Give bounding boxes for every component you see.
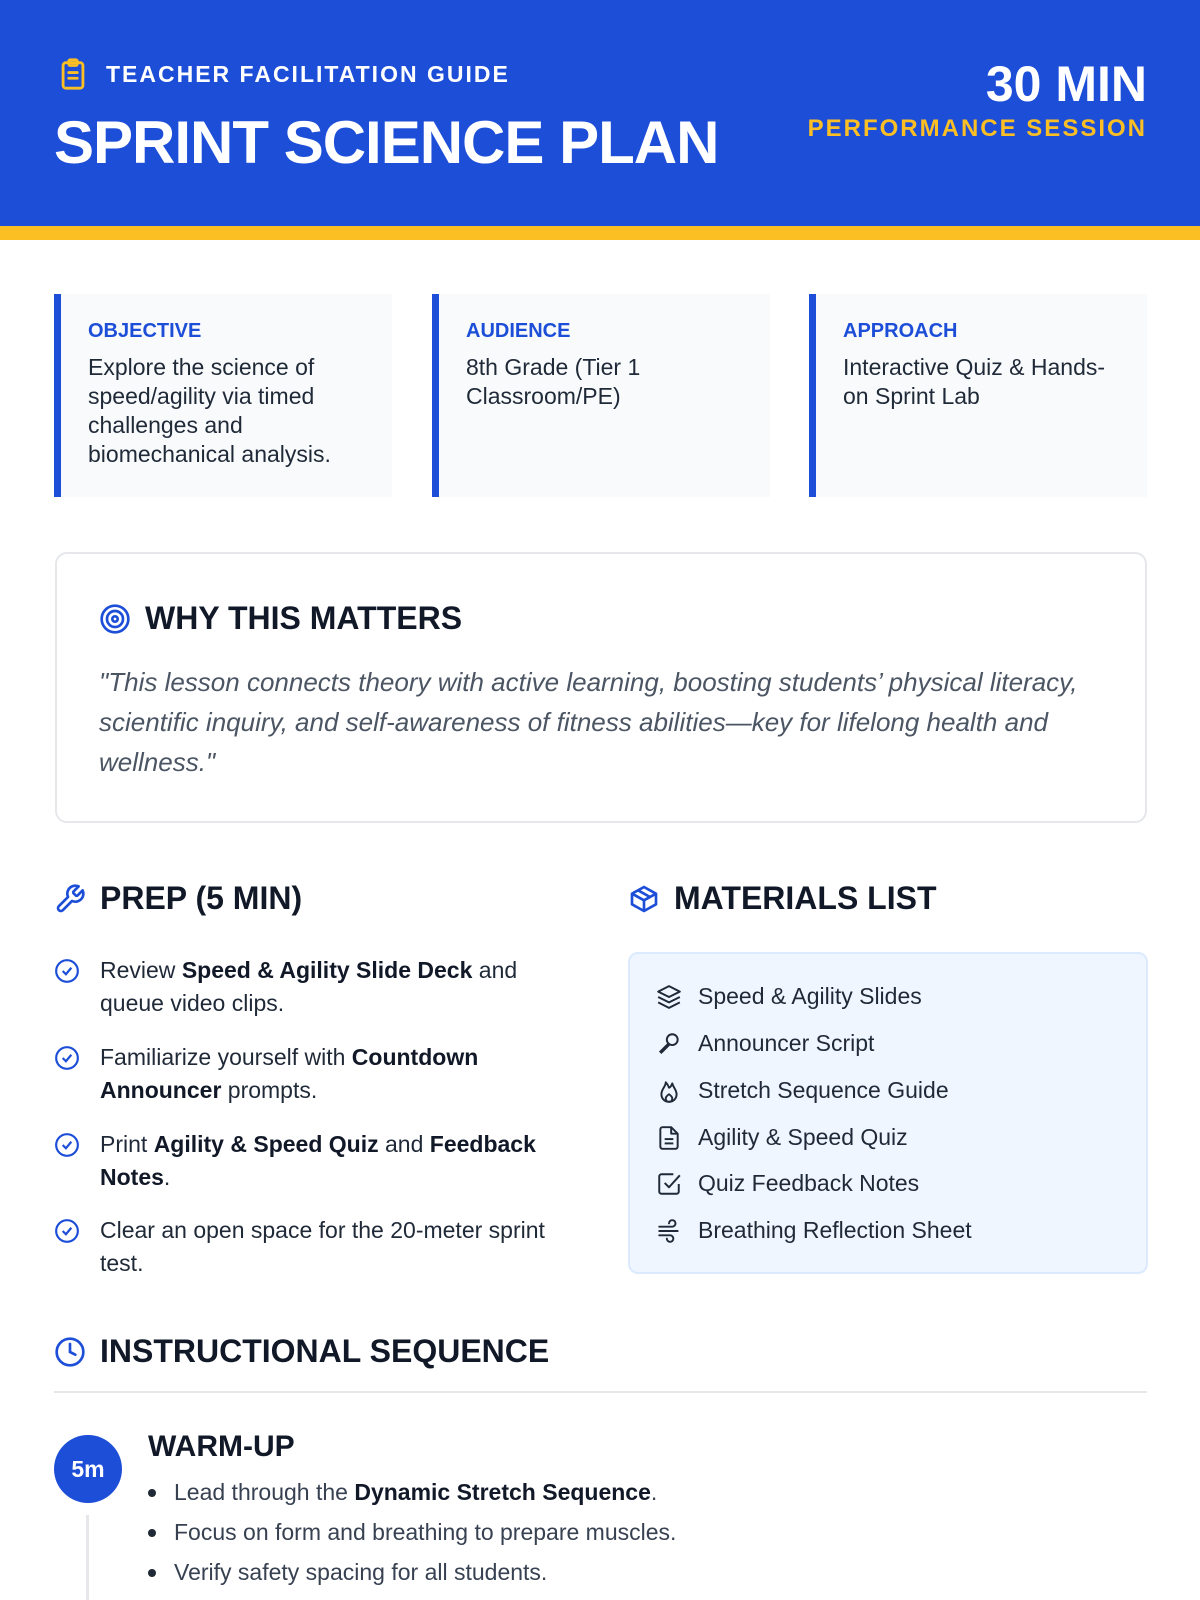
- check-circle-icon: [54, 1132, 80, 1158]
- material-label: Stretch Sequence Guide: [698, 1077, 949, 1103]
- why-quote: "This lesson connects theory with active learning, boosting students’ physical literacy, scientific inquiry, and self-awareness of fitness abilities—key for lifelong health and wellness.": [99, 667, 1078, 777]
- check-circle-icon: [54, 1045, 80, 1071]
- prep-item-text: Print Agility & Speed Quiz and Feedback Notes.: [100, 1131, 536, 1190]
- material-item: [656, 983, 922, 1010]
- objective-label: OBJECTIVE: [88, 320, 202, 342]
- wrench-icon: [54, 883, 86, 915]
- microphone-icon: [656, 1031, 682, 1057]
- material-item: [656, 1030, 874, 1057]
- guide-label: TEACHER FACILITATION GUIDE: [106, 60, 510, 87]
- why-title-row: [99, 600, 462, 637]
- material-item: [656, 1217, 972, 1244]
- timeline-connector: [86, 1515, 89, 1600]
- step-bullet: [148, 1479, 657, 1506]
- step-title: WARM-UP: [148, 1430, 295, 1463]
- wind-icon: [656, 1218, 682, 1244]
- prep-item: [54, 1128, 574, 1194]
- materials-title: MATERIALS LIST: [674, 880, 937, 916]
- material-item: [656, 1077, 949, 1104]
- approach-label: APPROACH: [843, 320, 958, 342]
- bullet-dot: [148, 1529, 156, 1537]
- prep-item-text: Review Speed & Agility Slide Deck and queue video clips.: [100, 957, 518, 1016]
- check-circle-icon: [54, 1218, 80, 1244]
- prep-item: [54, 1041, 574, 1107]
- step-bullet-text: Lead through the Dynamic Stretch Sequence.: [174, 1479, 658, 1505]
- section-divider: [54, 1391, 1147, 1393]
- material-label: Agility & Speed Quiz: [698, 1124, 908, 1150]
- flame-icon: [656, 1078, 682, 1104]
- material-item: [656, 1124, 908, 1151]
- session-duration: 30 MIN: [985, 56, 1147, 112]
- page-title: SPRINT SCIENCE PLAN: [54, 109, 719, 176]
- material-label: Speed & Agility Slides: [698, 983, 922, 1009]
- step-bullet: [148, 1559, 547, 1586]
- bullet-dot: [148, 1489, 156, 1497]
- audience-card: [432, 294, 770, 497]
- why-title: WHY THIS MATTERS: [145, 600, 463, 636]
- prep-title-row: [54, 880, 302, 917]
- step-bullet-text: Verify safety spacing for all students.: [174, 1559, 548, 1585]
- page-header: [0, 0, 1200, 226]
- prep-item-text: Familiarize yourself with Countdown Announcer prompts.: [100, 1044, 479, 1103]
- sequence-title: INSTRUCTIONAL SEQUENCE: [100, 1333, 550, 1369]
- document-icon: [656, 1125, 682, 1151]
- prep-item: [54, 954, 574, 1020]
- material-label: Quiz Feedback Notes: [698, 1170, 920, 1196]
- material-label: Announcer Script: [698, 1030, 875, 1056]
- step-bullet: [148, 1519, 676, 1546]
- box-icon: [628, 883, 660, 915]
- sequence-title-row: [54, 1333, 549, 1370]
- objective-text: Explore the science of speed/agility via timed challenges and biomechanical analysis.: [88, 354, 331, 467]
- check-circle-icon: [54, 958, 80, 984]
- audience-label: AUDIENCE: [466, 320, 571, 342]
- approach-text: Interactive Quiz & Hands-on Sprint Lab: [843, 354, 1106, 409]
- bullet-dot: [148, 1569, 156, 1577]
- materials-title-row: [628, 880, 937, 917]
- checkbox-icon: [656, 1171, 682, 1197]
- prep-item: [54, 1214, 574, 1280]
- session-type: PERFORMANCE SESSION: [807, 115, 1147, 142]
- prep-title: PREP (5 MIN): [100, 880, 303, 916]
- materials-list: [628, 952, 1148, 1274]
- step-duration-badge: 5m: [54, 1435, 122, 1503]
- material-item: [656, 1170, 919, 1197]
- why-this-matters-box: [55, 552, 1147, 823]
- step-bullet-text: Focus on form and breathing to prepare muscles.: [174, 1519, 677, 1545]
- guide-label-row: [56, 56, 510, 92]
- clock-icon: [54, 1336, 86, 1368]
- clipboard-icon: [56, 56, 90, 92]
- objective-card: [54, 294, 392, 497]
- audience-text: 8th Grade (Tier 1 Classroom/PE): [466, 354, 641, 409]
- layers-icon: [656, 984, 682, 1010]
- approach-card: [809, 294, 1147, 497]
- target-icon: [99, 603, 131, 635]
- prep-item-text: Clear an open space for the 20-meter sprint test.: [100, 1217, 545, 1276]
- header-accent-stripe: [0, 226, 1200, 240]
- material-label: Breathing Reflection Sheet: [698, 1217, 972, 1243]
